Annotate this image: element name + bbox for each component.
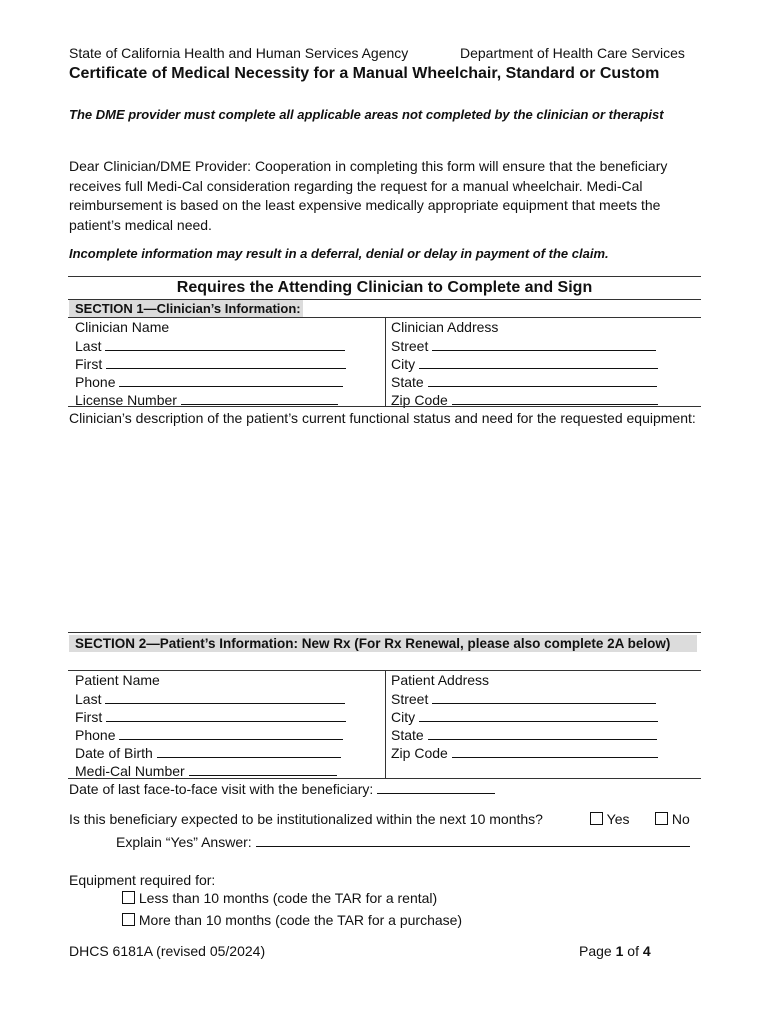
patient-zip-line[interactable] [452, 743, 658, 758]
clinician-description-area[interactable] [69, 450, 702, 628]
patient-dob-line[interactable] [157, 743, 341, 758]
clinician-street-field[interactable]: Street [391, 336, 656, 355]
section1-title: SECTION 1—Clinician’s Information: [69, 300, 303, 317]
patient-last-line[interactable] [105, 689, 345, 704]
form-subtitle: The DME provider must complete all applicable areas not completed by the clinician or therapist [69, 107, 664, 122]
intro-paragraph: Dear Clinician/DME Provider: Cooperation in completing this form will ensure that the beneficiary receives full Medi-Cal consideration regarding the request for a manual wheelchair. Medi-Cal reimbursement is based on the least expensive medically appropriate equipment that meets the patient’s medical need. [69, 158, 668, 233]
patient-zip-field[interactable]: Zip Code [391, 743, 658, 762]
requires-heading: Requires the Attending Clinician to Complete and Sign [176, 279, 593, 296]
clinician-address-heading: Clinician Address [391, 319, 499, 335]
patient-last-field[interactable]: Last [75, 689, 345, 708]
divider [68, 632, 701, 633]
yes-checkbox[interactable] [590, 812, 603, 825]
clinician-description-prompt: Clinician’s description of the patient’s current functional status and need for the requested equipment: [69, 410, 696, 426]
clinician-state-line[interactable] [428, 372, 657, 387]
purchase-checkbox[interactable] [122, 913, 135, 926]
clinician-zip-field[interactable]: Zip Code [391, 390, 658, 409]
column-divider [385, 317, 386, 406]
patient-address-heading: Patient Address [391, 672, 490, 688]
purchase-option[interactable]: More than 10 months (code the TAR for a purchase) [122, 911, 462, 929]
last-visit-line[interactable] [377, 779, 495, 794]
patient-city-line[interactable] [419, 707, 658, 722]
warning-text: Incomplete information may result in a deferral, denial or delay in payment of the claim. [69, 246, 609, 261]
last-visit-field[interactable]: Date of last face-to-face visit with the beneficiary: [69, 779, 495, 798]
clinician-license-line[interactable] [181, 390, 338, 405]
form-id: DHCS 6181A (revised 05/2024) [69, 943, 266, 959]
clinician-phone-field[interactable]: Phone [75, 372, 343, 391]
explain-line[interactable] [256, 832, 690, 847]
patient-first-line[interactable] [106, 707, 346, 722]
patient-dob-field[interactable]: Date of Birth [75, 743, 341, 762]
no-checkbox[interactable] [655, 812, 668, 825]
clinician-city-field[interactable]: City [391, 354, 658, 373]
agency-name: State of California Health and Human Services Agency [69, 45, 409, 61]
patient-first-field[interactable]: First [75, 707, 346, 726]
clinician-first-field[interactable]: First [75, 354, 346, 373]
page-number: Page 1 of 4 [579, 943, 651, 959]
clinician-street-line[interactable] [432, 336, 656, 351]
clinician-city-line[interactable] [419, 354, 658, 369]
yes-option[interactable]: Yes [590, 810, 629, 828]
clinician-state-field[interactable]: State [391, 372, 657, 391]
institutionalized-question: Is this beneficiary expected to be institutionalized within the next 10 months? [69, 811, 543, 827]
clinician-zip-line[interactable] [452, 390, 658, 405]
clinician-last-line[interactable] [105, 336, 345, 351]
rental-checkbox[interactable] [122, 891, 135, 904]
patient-state-field[interactable]: State [391, 725, 657, 744]
patient-medical-number-field[interactable]: Medi-Cal Number [75, 761, 337, 780]
clinician-first-line[interactable] [106, 354, 346, 369]
patient-street-field[interactable]: Street [391, 689, 656, 708]
clinician-phone-line[interactable] [119, 372, 343, 387]
form-title: Certificate of Medical Necessity for a Manual Wheelchair, Standard or Custom [69, 65, 660, 82]
patient-street-line[interactable] [432, 689, 656, 704]
section2-title: SECTION 2—Patient’s Information: New Rx (For Rx Renewal, please also complete 2A below) [69, 635, 697, 652]
clinician-license-field[interactable]: License Number [75, 390, 338, 409]
patient-city-field[interactable]: City [391, 707, 658, 726]
patient-phone-field[interactable]: Phone [75, 725, 343, 744]
patient-state-line[interactable] [428, 725, 657, 740]
patient-phone-line[interactable] [119, 725, 343, 740]
equipment-label: Equipment required for: [69, 872, 216, 888]
rental-option[interactable]: Less than 10 months (code the TAR for a rental) [122, 889, 437, 907]
patient-name-heading: Patient Name [75, 672, 160, 688]
patient-medical-number-line[interactable] [189, 761, 337, 776]
department-name: Department of Health Care Services [460, 45, 685, 61]
clinician-name-heading: Clinician Name [75, 319, 170, 335]
divider [68, 406, 701, 407]
column-divider [385, 670, 386, 778]
explain-field[interactable]: Explain “Yes” Answer: [116, 832, 690, 851]
divider [68, 276, 701, 277]
no-option[interactable]: No [655, 810, 690, 828]
clinician-last-field[interactable]: Last [75, 336, 345, 355]
